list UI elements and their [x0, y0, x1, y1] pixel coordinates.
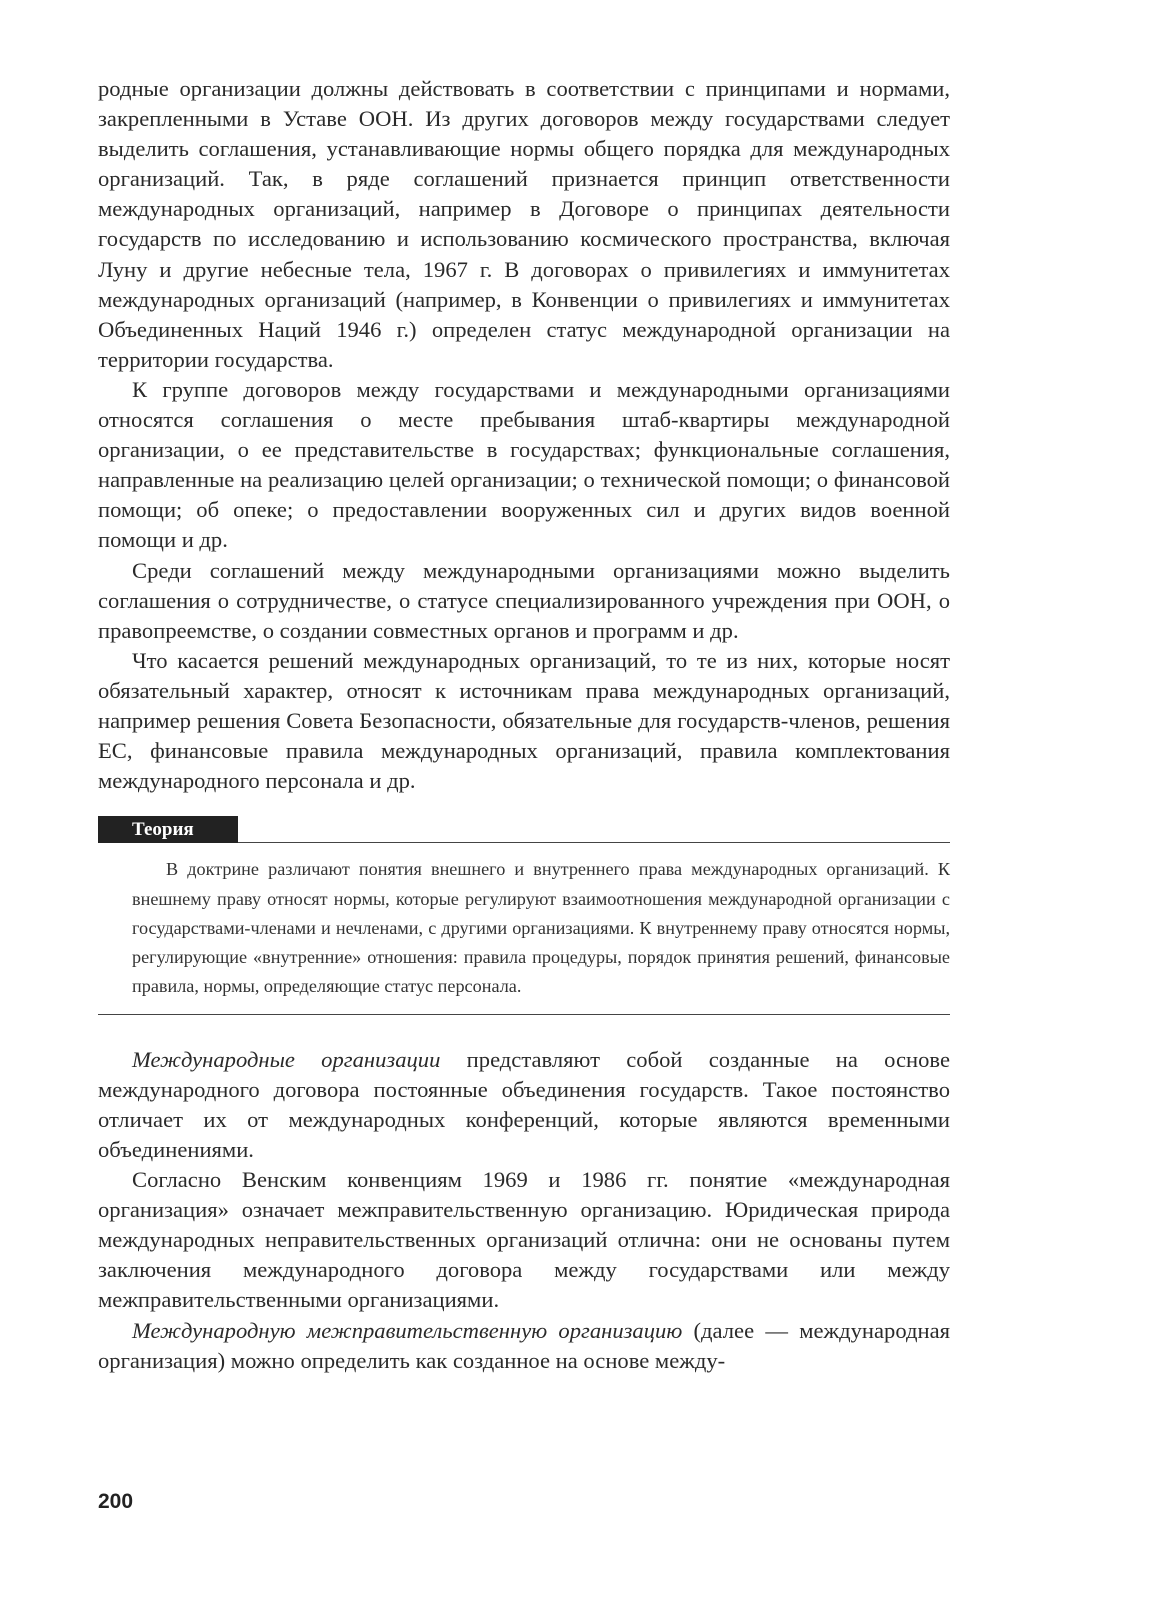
theory-body [98, 843, 950, 1013]
theory-bottom-rule [98, 1014, 950, 1015]
main-text-continued [98, 1045, 950, 1376]
theory-text: В доктрине различают понятия внешнего и внутреннего права международных организаций. К внешнему праву относят нормы, которые регулируют взаимоотношения международной организации с государствами-членами и нечленами, с другими организациями. К внутреннему праву относятся нормы, регулирующие «внутренние» отношения: правила процедуры, порядок принятия решений, финансовые правила, нормы, определяющие статус персонала. [132, 859, 950, 997]
paragraph-1: родные организации должны действовать в соответствии с принципами и нормами, закрепленными в Уставе ООН. Из других договоров между государствами следует выделить соглашения, устанавливающие нормы общего порядка для международных организаций. Так, в ряде соглашений признается принцип ответственности международных организаций, например в Договоре о принципах деятельности государств по исследованию и использованию космического пространства, включая Луну и другие небесные тела, 1967 г. В договорах о привилегиях и иммунитетах международных организаций (например, в Конвенции о привилегиях и иммунитетах Объединенных Наций 1946 г.) определен статус международной организации на территории государства. [98, 76, 950, 372]
paragraph-2: К группе договоров между государствами и международными организациями относятся соглашения о месте пребывания штаб-квартиры международной организации, о ее представительстве в государствах; функциональные соглашения, направленные на реализацию целей организации; о технической помощи; о финансовой помощи; об опеке; о предоставлении вооруженных сил и других видов военной помощи и др. [98, 376, 950, 553]
page-content [98, 74, 950, 1376]
page-number: 200 [98, 1490, 134, 1513]
paragraph-7-text: (далее — международная организация) можно определить как созданное на основе между- [98, 1317, 950, 1373]
paragraph-6: Согласно Венским конвенциям 1969 и 1986 гг. понятие «международная организация» означает межправительственную организацию. Юридическая природа международных неправительственных организаций отлична: они не основаны путем заключения международного договора между государствами или между межправительственными организациями. [98, 1167, 950, 1313]
paragraph-3: Среди соглашений между международными организациями можно выделить соглашения о сотрудничестве, о статусе специализированного учреждения при ООН, о правопреемстве, о создании совместных органов и программ и др. [98, 557, 950, 643]
theory-label: Теория [98, 816, 238, 843]
paragraph-4: Что касается решений международных организаций, то те из них, которые носят обязательный характер, относят к источникам права международных организаций, например решения Совета Безопасности, обязательные для государств-членов, решения ЕС, финансовые правила международных организаций, правила комплектования международного персонала и др. [98, 647, 950, 794]
theory-box [98, 816, 950, 1014]
theory-header [98, 816, 950, 843]
theory-top-rule [238, 842, 950, 843]
main-text [98, 74, 950, 796]
paragraph-5-text: представляют собой созданные на основе международного договора постоянные объединения государств. Такое постоянство отличает их от международных конференций, которые являются временными объединениями. [98, 1046, 950, 1163]
paragraph-7 [98, 1316, 950, 1376]
paragraph-5 [98, 1045, 950, 1165]
term-international-organizations: Международные организации [132, 1046, 441, 1072]
term-intergovernmental-organization: Международную межправительственную организацию [132, 1317, 683, 1343]
